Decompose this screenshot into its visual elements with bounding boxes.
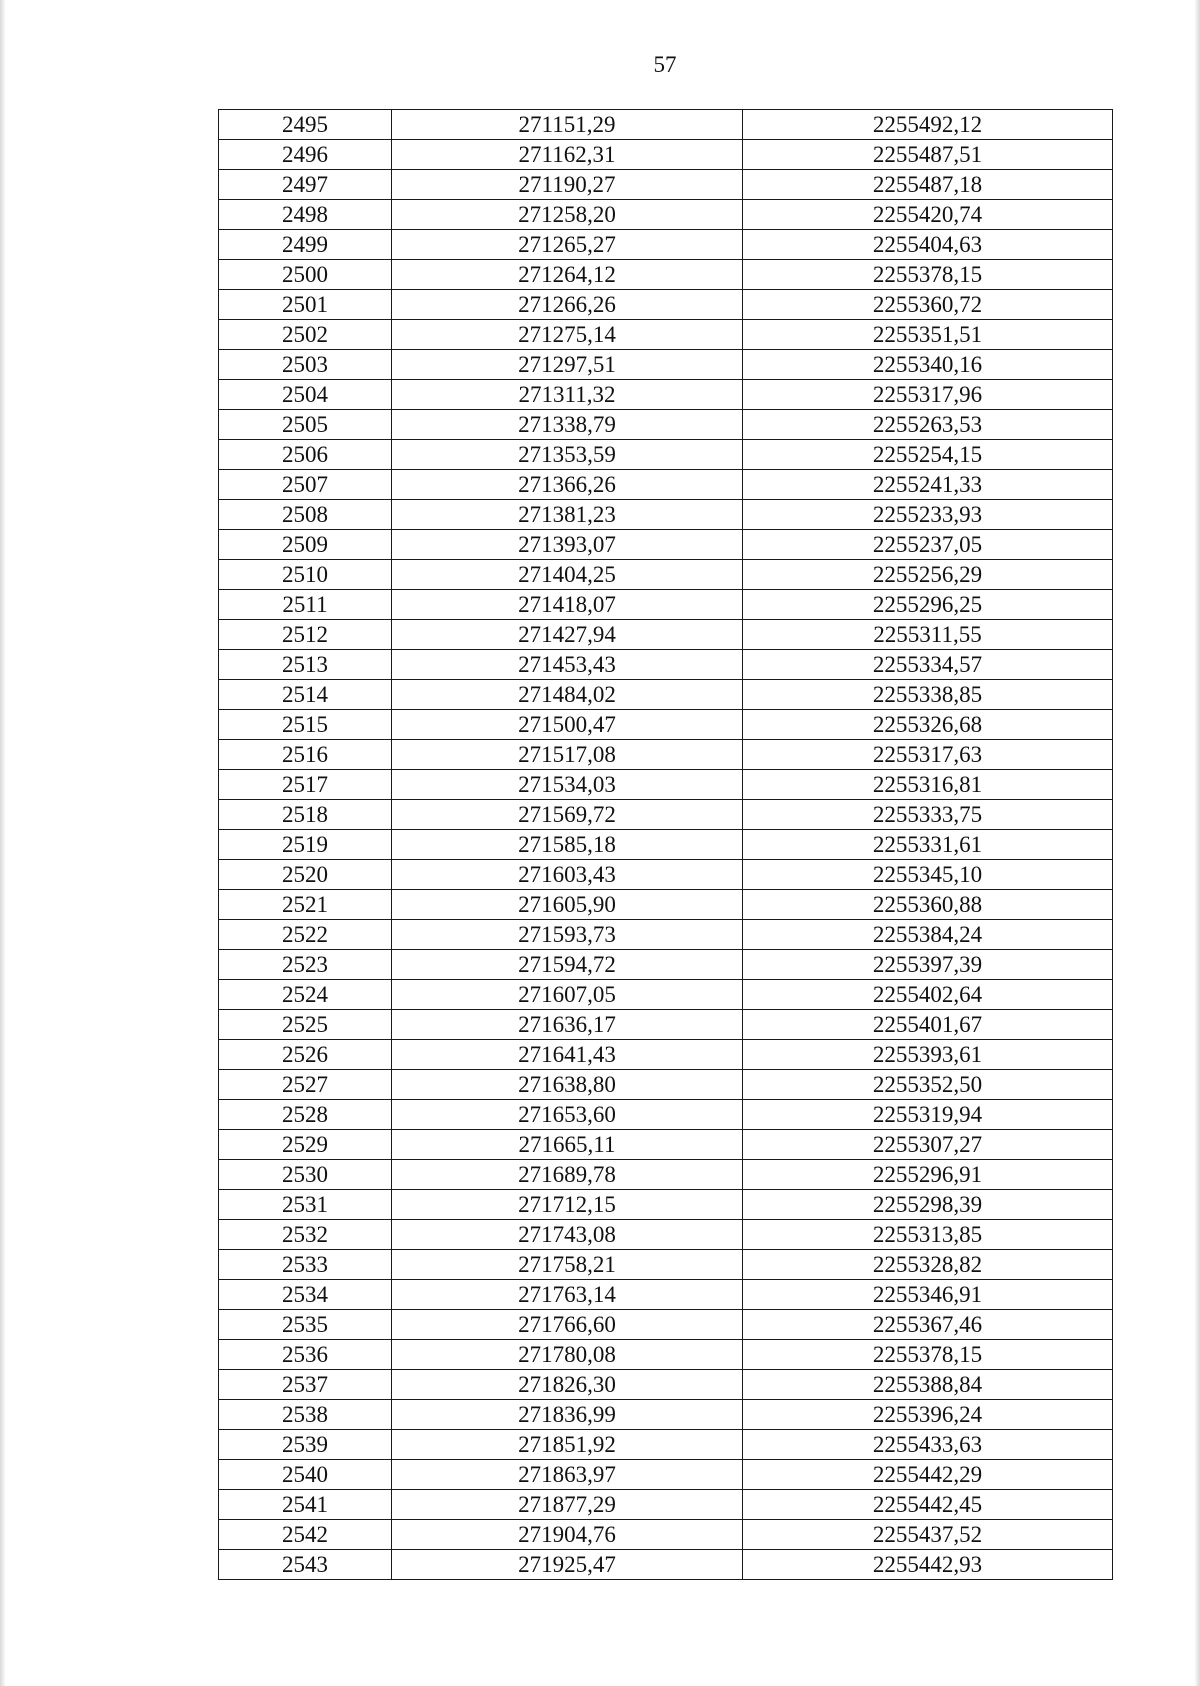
- point-number-cell: 2526: [219, 1040, 392, 1070]
- x-coordinate-cell: 271863,97: [392, 1460, 743, 1490]
- y-coordinate-cell: 2255263,53: [743, 410, 1113, 440]
- y-coordinate-cell: 2255328,82: [743, 1250, 1113, 1280]
- y-coordinate-cell: 2255396,24: [743, 1400, 1113, 1430]
- point-number-cell: 2514: [219, 680, 392, 710]
- table-row: [219, 350, 1113, 380]
- point-number-cell: 2521: [219, 890, 392, 920]
- point-number-cell: 2497: [219, 170, 392, 200]
- x-coordinate-cell: 271484,02: [392, 680, 743, 710]
- x-coordinate-cell: 271258,20: [392, 200, 743, 230]
- point-number-cell: 2541: [219, 1490, 392, 1520]
- table-row: [219, 470, 1113, 500]
- table-row: [219, 140, 1113, 170]
- point-number-cell: 2539: [219, 1430, 392, 1460]
- table-row: [219, 1070, 1113, 1100]
- x-coordinate-cell: 271712,15: [392, 1190, 743, 1220]
- x-coordinate-cell: 271689,78: [392, 1160, 743, 1190]
- y-coordinate-cell: 2255333,75: [743, 800, 1113, 830]
- y-coordinate-cell: 2255296,25: [743, 590, 1113, 620]
- x-coordinate-cell: 271311,32: [392, 380, 743, 410]
- x-coordinate-cell: 271851,92: [392, 1430, 743, 1460]
- point-number-cell: 2527: [219, 1070, 392, 1100]
- x-coordinate-cell: 271826,30: [392, 1370, 743, 1400]
- table-row: [219, 1130, 1113, 1160]
- y-coordinate-cell: 2255334,57: [743, 650, 1113, 680]
- y-coordinate-cell: 2255338,85: [743, 680, 1113, 710]
- point-number-cell: 2518: [219, 800, 392, 830]
- x-coordinate-cell: 271638,80: [392, 1070, 743, 1100]
- x-coordinate-cell: 271427,94: [392, 620, 743, 650]
- x-coordinate-cell: 271534,03: [392, 770, 743, 800]
- y-coordinate-cell: 2255313,85: [743, 1220, 1113, 1250]
- x-coordinate-cell: 271517,08: [392, 740, 743, 770]
- y-coordinate-cell: 2255317,96: [743, 380, 1113, 410]
- y-coordinate-cell: 2255241,33: [743, 470, 1113, 500]
- x-coordinate-cell: 271151,29: [392, 110, 743, 140]
- y-coordinate-cell: 2255317,63: [743, 740, 1113, 770]
- table-row: [219, 1190, 1113, 1220]
- table-row: [219, 920, 1113, 950]
- point-number-cell: 2503: [219, 350, 392, 380]
- point-number-cell: 2529: [219, 1130, 392, 1160]
- y-coordinate-cell: 2255307,27: [743, 1130, 1113, 1160]
- table-row: [219, 1490, 1113, 1520]
- y-coordinate-cell: 2255397,39: [743, 950, 1113, 980]
- x-coordinate-cell: 271743,08: [392, 1220, 743, 1250]
- table-row: [219, 830, 1113, 860]
- y-coordinate-cell: 2255433,63: [743, 1430, 1113, 1460]
- point-number-cell: 2498: [219, 200, 392, 230]
- point-number-cell: 2501: [219, 290, 392, 320]
- x-coordinate-cell: 271381,23: [392, 500, 743, 530]
- point-number-cell: 2520: [219, 860, 392, 890]
- point-number-cell: 2509: [219, 530, 392, 560]
- x-coordinate-cell: 271605,90: [392, 890, 743, 920]
- y-coordinate-cell: 2255378,15: [743, 1340, 1113, 1370]
- table-row: [219, 710, 1113, 740]
- point-number-cell: 2517: [219, 770, 392, 800]
- y-coordinate-cell: 2255388,84: [743, 1370, 1113, 1400]
- y-coordinate-cell: 2255298,39: [743, 1190, 1113, 1220]
- point-number-cell: 2500: [219, 260, 392, 290]
- y-coordinate-cell: 2255442,93: [743, 1550, 1113, 1580]
- page-number: 57: [653, 52, 677, 77]
- coordinates-table-body: [219, 110, 1113, 1580]
- table-row: [219, 980, 1113, 1010]
- y-coordinate-cell: 2255402,64: [743, 980, 1113, 1010]
- table-row: [219, 950, 1113, 980]
- y-coordinate-cell: 2255367,46: [743, 1310, 1113, 1340]
- point-number-cell: 2515: [219, 710, 392, 740]
- table-row: [219, 260, 1113, 290]
- point-number-cell: 2542: [219, 1520, 392, 1550]
- point-number-cell: 2540: [219, 1460, 392, 1490]
- y-coordinate-cell: 2255384,24: [743, 920, 1113, 950]
- x-coordinate-cell: 271190,27: [392, 170, 743, 200]
- y-coordinate-cell: 2255487,51: [743, 140, 1113, 170]
- point-number-cell: 2505: [219, 410, 392, 440]
- point-number-cell: 2523: [219, 950, 392, 980]
- point-number-cell: 2502: [219, 320, 392, 350]
- x-coordinate-cell: 271836,99: [392, 1400, 743, 1430]
- x-coordinate-cell: 271366,26: [392, 470, 743, 500]
- table-row: [219, 320, 1113, 350]
- y-coordinate-cell: 2255311,55: [743, 620, 1113, 650]
- point-number-cell: 2524: [219, 980, 392, 1010]
- y-coordinate-cell: 2255442,45: [743, 1490, 1113, 1520]
- y-coordinate-cell: 2255296,91: [743, 1160, 1113, 1190]
- x-coordinate-cell: 271569,72: [392, 800, 743, 830]
- point-number-cell: 2504: [219, 380, 392, 410]
- y-coordinate-cell: 2255401,67: [743, 1010, 1113, 1040]
- table-row: [219, 530, 1113, 560]
- table-row: [219, 1010, 1113, 1040]
- point-number-cell: 2543: [219, 1550, 392, 1580]
- y-coordinate-cell: 2255360,88: [743, 890, 1113, 920]
- point-number-cell: 2534: [219, 1280, 392, 1310]
- x-coordinate-cell: 271925,47: [392, 1550, 743, 1580]
- point-number-cell: 2522: [219, 920, 392, 950]
- table-row: [219, 440, 1113, 470]
- y-coordinate-cell: 2255437,52: [743, 1520, 1113, 1550]
- x-coordinate-cell: 271500,47: [392, 710, 743, 740]
- table-row: [219, 860, 1113, 890]
- y-coordinate-cell: 2255378,15: [743, 260, 1113, 290]
- scan-edge-left: [0, 0, 6, 1686]
- y-coordinate-cell: 2255237,05: [743, 530, 1113, 560]
- table-row: [219, 1460, 1113, 1490]
- table-row: [219, 1400, 1113, 1430]
- point-number-cell: 2510: [219, 560, 392, 590]
- point-number-cell: 2530: [219, 1160, 392, 1190]
- y-coordinate-cell: 2255345,10: [743, 860, 1113, 890]
- x-coordinate-cell: 271780,08: [392, 1340, 743, 1370]
- table-row: [219, 380, 1113, 410]
- table-row: [219, 680, 1113, 710]
- table-row: [219, 1280, 1113, 1310]
- y-coordinate-cell: 2255346,91: [743, 1280, 1113, 1310]
- point-number-cell: 2499: [219, 230, 392, 260]
- x-coordinate-cell: 271653,60: [392, 1100, 743, 1130]
- scan-edge-right: [1194, 0, 1200, 1686]
- point-number-cell: 2507: [219, 470, 392, 500]
- coordinates-table: [218, 109, 1113, 1580]
- y-coordinate-cell: 2255404,63: [743, 230, 1113, 260]
- point-number-cell: 2516: [219, 740, 392, 770]
- y-coordinate-cell: 2255233,93: [743, 500, 1113, 530]
- table-row: [219, 1250, 1113, 1280]
- x-coordinate-cell: 271763,14: [392, 1280, 743, 1310]
- point-number-cell: 2512: [219, 620, 392, 650]
- table-row: [219, 1100, 1113, 1130]
- point-number-cell: 2531: [219, 1190, 392, 1220]
- x-coordinate-cell: 271594,72: [392, 950, 743, 980]
- x-coordinate-cell: 271265,27: [392, 230, 743, 260]
- table-row: [219, 650, 1113, 680]
- y-coordinate-cell: 2255340,16: [743, 350, 1113, 380]
- x-coordinate-cell: 271393,07: [392, 530, 743, 560]
- y-coordinate-cell: 2255487,18: [743, 170, 1113, 200]
- x-coordinate-cell: 271353,59: [392, 440, 743, 470]
- y-coordinate-cell: 2255352,50: [743, 1070, 1113, 1100]
- table-row: [219, 740, 1113, 770]
- x-coordinate-cell: 271338,79: [392, 410, 743, 440]
- y-coordinate-cell: 2255492,12: [743, 110, 1113, 140]
- y-coordinate-cell: 2255420,74: [743, 200, 1113, 230]
- point-number-cell: 2537: [219, 1370, 392, 1400]
- x-coordinate-cell: 271404,25: [392, 560, 743, 590]
- x-coordinate-cell: 271593,73: [392, 920, 743, 950]
- table-row: [219, 1040, 1113, 1070]
- x-coordinate-cell: 271607,05: [392, 980, 743, 1010]
- point-number-cell: 2511: [219, 590, 392, 620]
- table-row: [219, 230, 1113, 260]
- table-row: [219, 590, 1113, 620]
- table-row: [219, 890, 1113, 920]
- point-number-cell: 2536: [219, 1340, 392, 1370]
- point-number-cell: 2528: [219, 1100, 392, 1130]
- table-row: [219, 800, 1113, 830]
- x-coordinate-cell: 271665,11: [392, 1130, 743, 1160]
- table-row: [219, 1370, 1113, 1400]
- table-row: [219, 1340, 1113, 1370]
- table-row: [219, 1220, 1113, 1250]
- y-coordinate-cell: 2255316,81: [743, 770, 1113, 800]
- x-coordinate-cell: 271641,43: [392, 1040, 743, 1070]
- x-coordinate-cell: 271585,18: [392, 830, 743, 860]
- table-row: [219, 410, 1113, 440]
- x-coordinate-cell: 271766,60: [392, 1310, 743, 1340]
- table-row: [219, 290, 1113, 320]
- point-number-cell: 2525: [219, 1010, 392, 1040]
- table-row: [219, 770, 1113, 800]
- x-coordinate-cell: 271297,51: [392, 350, 743, 380]
- table-row: [219, 500, 1113, 530]
- x-coordinate-cell: 271264,12: [392, 260, 743, 290]
- point-number-cell: 2506: [219, 440, 392, 470]
- point-number-cell: 2535: [219, 1310, 392, 1340]
- x-coordinate-cell: 271636,17: [392, 1010, 743, 1040]
- y-coordinate-cell: 2255360,72: [743, 290, 1113, 320]
- table-row: [219, 170, 1113, 200]
- table-row: [219, 560, 1113, 590]
- point-number-cell: 2496: [219, 140, 392, 170]
- y-coordinate-cell: 2255254,15: [743, 440, 1113, 470]
- x-coordinate-cell: 271162,31: [392, 140, 743, 170]
- y-coordinate-cell: 2255319,94: [743, 1100, 1113, 1130]
- x-coordinate-cell: 271418,07: [392, 590, 743, 620]
- x-coordinate-cell: 271266,26: [392, 290, 743, 320]
- x-coordinate-cell: 271877,29: [392, 1490, 743, 1520]
- y-coordinate-cell: 2255393,61: [743, 1040, 1113, 1070]
- table-row: [219, 1430, 1113, 1460]
- table-row: [219, 1310, 1113, 1340]
- table-row: [219, 110, 1113, 140]
- y-coordinate-cell: 2255331,61: [743, 830, 1113, 860]
- y-coordinate-cell: 2255326,68: [743, 710, 1113, 740]
- table-row: [219, 620, 1113, 650]
- y-coordinate-cell: 2255351,51: [743, 320, 1113, 350]
- x-coordinate-cell: 271904,76: [392, 1520, 743, 1550]
- table-row: [219, 1160, 1113, 1190]
- x-coordinate-cell: 271603,43: [392, 860, 743, 890]
- x-coordinate-cell: 271453,43: [392, 650, 743, 680]
- table-row: [219, 1520, 1113, 1550]
- x-coordinate-cell: 271758,21: [392, 1250, 743, 1280]
- y-coordinate-cell: 2255256,29: [743, 560, 1113, 590]
- y-coordinate-cell: 2255442,29: [743, 1460, 1113, 1490]
- point-number-cell: 2533: [219, 1250, 392, 1280]
- table-row: [219, 1550, 1113, 1580]
- table-row: [219, 200, 1113, 230]
- x-coordinate-cell: 271275,14: [392, 320, 743, 350]
- point-number-cell: 2495: [219, 110, 392, 140]
- point-number-cell: 2513: [219, 650, 392, 680]
- point-number-cell: 2508: [219, 500, 392, 530]
- point-number-cell: 2519: [219, 830, 392, 860]
- point-number-cell: 2538: [219, 1400, 392, 1430]
- point-number-cell: 2532: [219, 1220, 392, 1250]
